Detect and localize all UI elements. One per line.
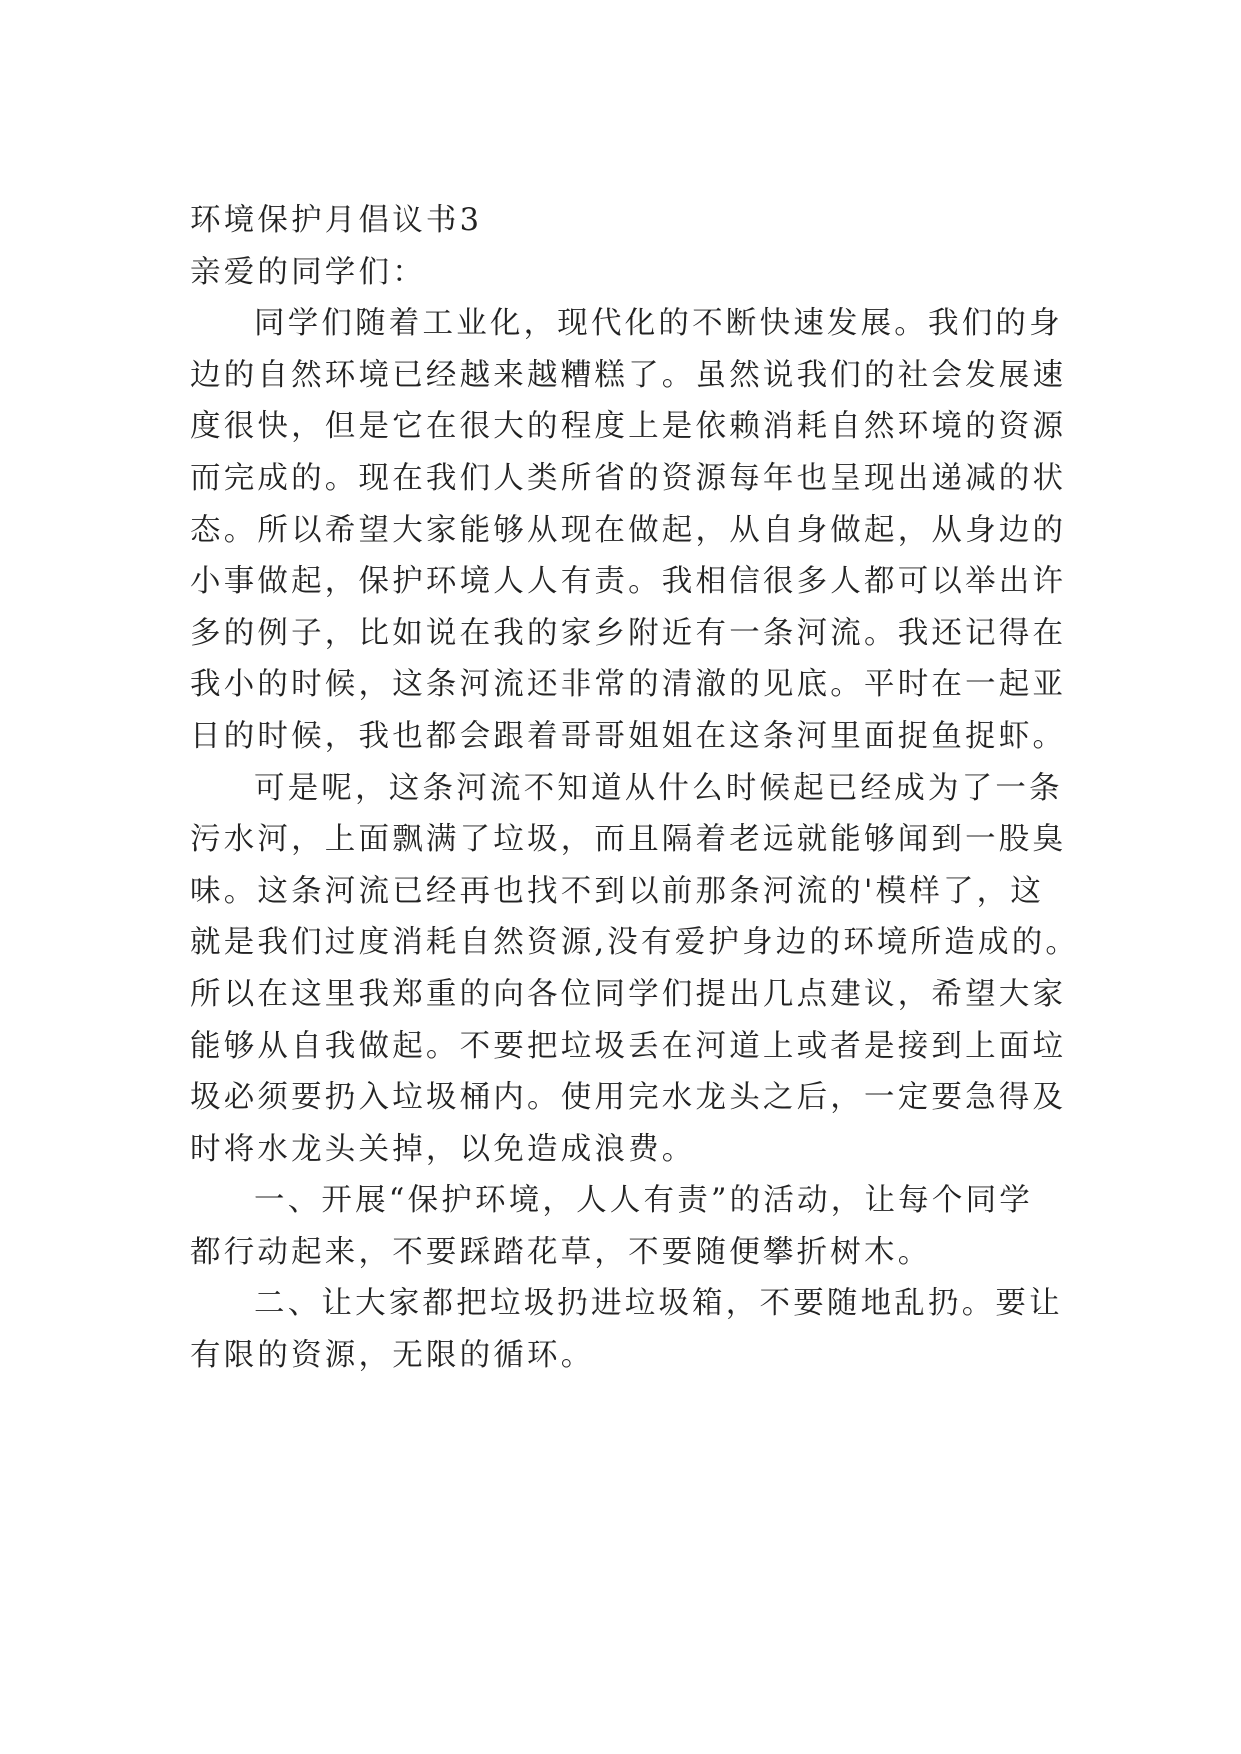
text-line: 可是呢，这条河流不知道从什么时候起已经成为了一条 — [254, 770, 1063, 806]
text-line: 所以在这里我郑重的向各位同学们提出几点建议，希望大家 — [190, 976, 1067, 1012]
text-line: 而完成的。现在我们人类所省的资源每年也呈现出递减的状 — [190, 460, 1067, 496]
text-line: 我小的时候，这条河流还非常的清澈的见底。平时在一起亚 — [190, 667, 1067, 703]
text-line: 多的例子，比如说在我的家乡附近有一条河流。我还记得在 — [190, 615, 1067, 651]
text-line: 都行动起来，不要踩踏花草，不要随便攀折树木。 — [190, 1234, 932, 1270]
text-line: 圾必须要扔入垃圾桶内。使用完水龙头之后，一定要急得及 — [190, 1080, 1067, 1116]
document-title: 环境保护月倡议书3 — [190, 203, 483, 238]
text-line: 日的时候，我也都会跟着哥哥姐姐在这条河里面捉鱼捉虾。 — [190, 718, 1067, 754]
text-line: 二、让大家都把垃圾扔进垃圾箱，不要随地乱扔。要让 — [254, 1286, 1063, 1322]
text-line: 味。这条河流已经再也找不到以前那条河流的'模样了，这 — [190, 873, 1045, 909]
text-line: 有限的资源，无限的循环。 — [190, 1338, 595, 1374]
text-line: 能够从自我做起。不要把垃圾丢在河道上或者是接到上面垃 — [190, 1028, 1067, 1064]
text-line: 污水河，上面飘满了垃圾，而且隔着老远就能够闻到一股臭 — [190, 822, 1067, 858]
text-line: 边的自然环境已经越来越糟糕了。虽然说我们的社会发展速 — [190, 357, 1067, 393]
text-line: 度很快，但是它在很大的程度上是依赖消耗自然环境的资源 — [190, 409, 1067, 445]
document-body — [190, 195, 1080, 1382]
text-line: 时将水龙头关掉，以免造成浪费。 — [190, 1131, 696, 1167]
body-text — [190, 298, 1080, 1381]
salutation: 亲爱的同学们： — [190, 254, 426, 290]
text-line: 态。所以希望大家能够从现在做起，从自身做起，从身边的 — [190, 512, 1067, 548]
text-line: 就是我们过度消耗自然资源,没有爱护身边的环境所造成的。 — [190, 925, 1080, 961]
text-line: 一、开展“保护环境，人人有责”的活动，让每个同学 — [254, 1183, 1033, 1219]
text-line: 小事做起，保护环境人人有责。我相信很多人都可以举出许 — [190, 564, 1067, 600]
text-line: 同学们随着工业化，现代化的不断快速发展。我们的身 — [254, 306, 1063, 342]
